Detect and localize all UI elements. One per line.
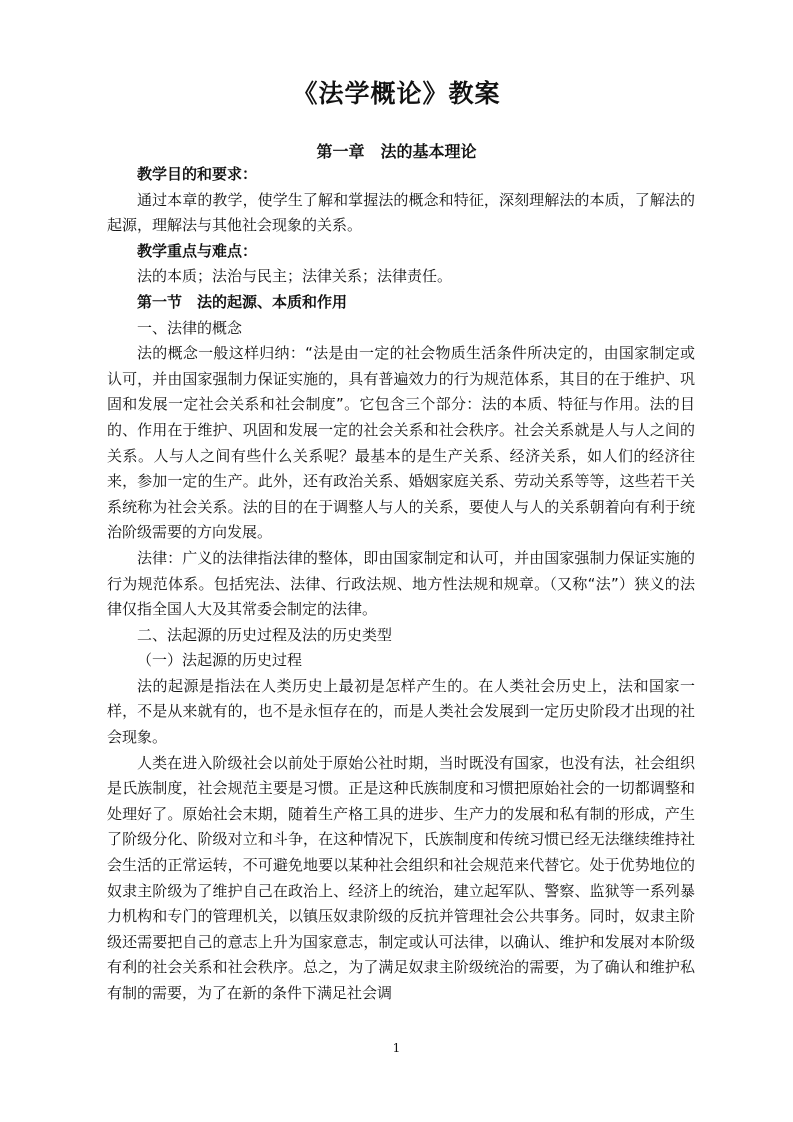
paragraph-law-definition: 法律：广义的法律指法律的整体，即由国家制定和认可，并由国家强制力保证实施的行为规范体系。包括宪法、法律、行政法规、地方性法规和规章。（又称“法”）狭义的法律仅指全国人大及其常委会制定的法律。: [107, 548, 695, 619]
section-label-objectives: 教学目的和要求：: [137, 165, 258, 183]
subheading-origin-process: （一）法起源的历史过程: [137, 651, 303, 670]
paragraph-objectives: 通过本章的教学，使学生了解和掌握法的概念和特征，深刻理解法的本质，了解法的起源，理解法与其他社会现象的关系。: [107, 190, 695, 235]
paragraph-key-points: 法的本质；法治与民主；法律关系；法律责任。: [137, 267, 453, 286]
page-number: 1: [392, 1041, 401, 1055]
section-heading-1: 第一节 法的起源、本质和作用: [137, 292, 348, 311]
paragraph-law-concept: 法的概念一般这样归纳：“法是由一定的社会物质生活条件所决定的，由国家制定或认可，并由国家强制力保证实施的，具有普遍效力的行为规范体系，其目的在于维护、巩固和发展一定社会关系和社会制度”。它包含三个部分：法的本质、特征与作用。法的目的、作用在于维护、巩固和发展一定的社会关系和社会秩序。社会关系就是人与人之间的关系。人与人之间有些什么关系呢？最基本的是生产关系、经济关系，如人们的经济往来，参加一定的生产。此外，还有政治关系、婚姻家庭关系、劳动关系等等，这些若干关系统称为社会关系。法的目的在于调整人与人的关系，要使人与人的关系朝着向有利于统治阶级需要的方向发展。: [107, 344, 695, 542]
document-body: [107, 162, 695, 1007]
paragraph-primitive-society: 人类在进入阶级社会以前处于原始公社时期，当时既没有国家，也没有法，社会组织是氏族制度，社会规范主要是习惯。正是这种氏族制度和习惯把原始社会的一切都调整和处理好了。原始社会末期，随着生产格工具的进步、生产力的发展和私有制的形成，产生了阶级分化、阶级对立和斗争，在这种情况下，氏族制度和传统习惯已经无法继续维持社会生活的正常运转，不可避免地要以某种社会组织和社会规范来代替它。处于优势地位的奴隶主阶级为了维护自己在政治上、经济上的统治，建立起军队、警察、监狱等一系列暴力机构和专门的管理机关，以镇压奴隶阶级的反抗并管理社会公共事务。同时，奴隶主阶级还需要把自己的意志上升为国家意志，制定或认可法律，以确认、维护和发展对本阶级有利的社会关系和社会秩序。总之，为了满足奴隶主阶级统治的需要，为了确认和维护私有制的需要，为了在新的条件下满足社会调: [107, 753, 695, 1002]
chapter-heading: 第一章 法的基本理论: [316, 142, 477, 161]
paragraph-origin: 法的起源是指法在人类历史上最初是怎样产生的。在人类社会历史上，法和国家一样，不是从来就有的，也不是永恒存在的，而是人类社会发展到一定历史阶段才出现的社会现象。: [107, 676, 695, 747]
document-title: 《法学概论》教案: [292, 79, 501, 108]
subheading-concept: 一、法律的概念: [137, 318, 243, 337]
section-label-key-points: 教学重点与难点：: [137, 241, 258, 260]
subheading-origin-types: 二、法起源的历史过程及法的历史类型: [137, 625, 393, 644]
